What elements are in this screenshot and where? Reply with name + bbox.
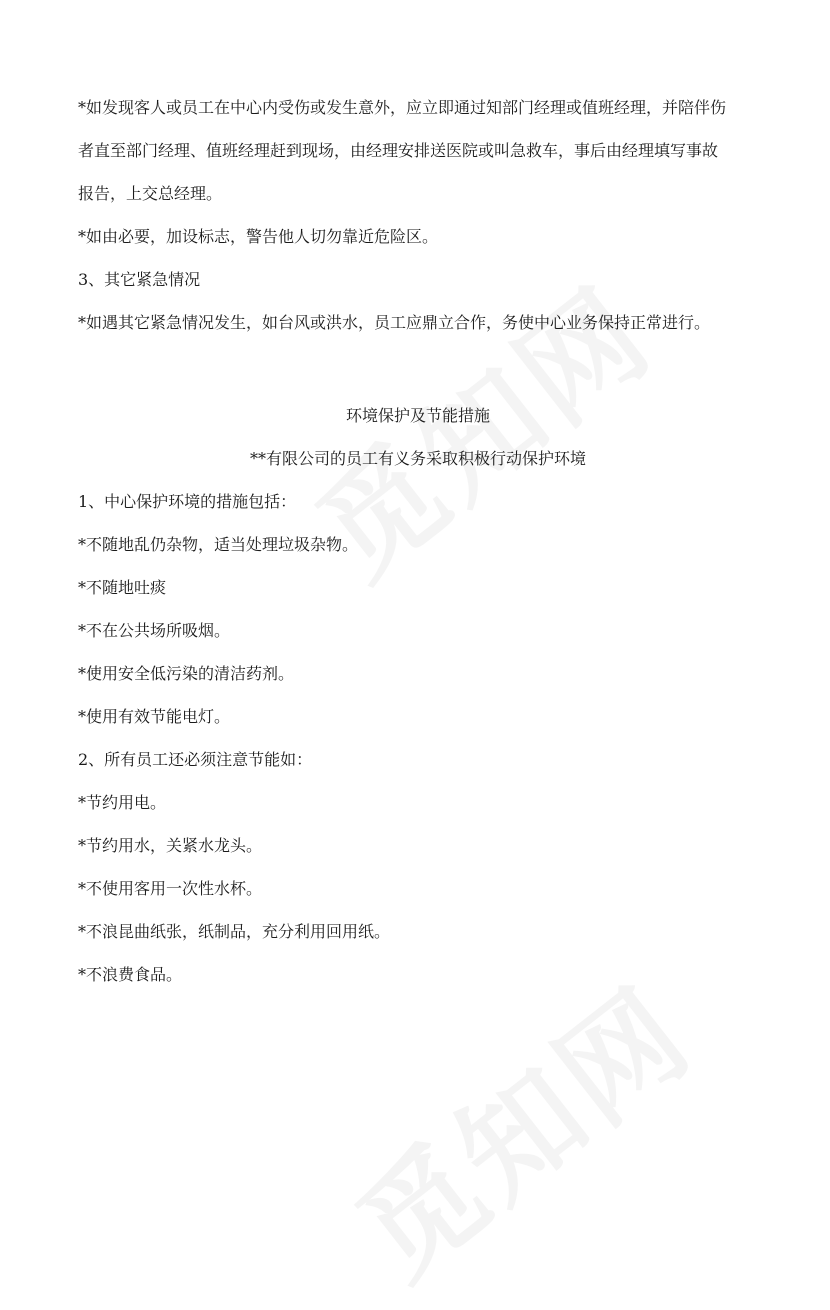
- section-title: 环境保护及节能措施: [345, 406, 490, 425]
- list-item: *节约用水，关紧水龙头。: [78, 836, 263, 855]
- environment-section: [78, 394, 758, 996]
- list-item: *使用安全低污染的清洁药剂。: [78, 664, 295, 683]
- emergency-section: [78, 86, 758, 344]
- paragraph-line: 者直至部门经理、值班经理赶到现场，由经理安排送医院或叫急救车，事后由经理填写事故: [78, 141, 719, 160]
- paragraph-line: *如遇其它紧急情况发生，如台风或洪水，员工应鼎立合作，务使中心业务保持正常进行。: [78, 313, 711, 332]
- list-heading: 2、所有员工还必须注意节能如：: [78, 750, 313, 769]
- list-item: *不在公共场所吸烟。: [78, 621, 231, 640]
- paragraph-line: 报告，上交总经理。: [78, 184, 223, 203]
- paragraph-line: *如发现客人或员工在中心内受伤或发生意外，应立即通过知部门经理或值班经理，并陪伴伤: [78, 98, 727, 117]
- list-item: *使用有效节能电灯。: [78, 707, 231, 726]
- list-item: *不使用客用一次性水杯。: [78, 879, 263, 898]
- list-item: *不浪昆曲纸张，纸制品，充分利用回用纸。: [78, 922, 391, 941]
- list-item: *不随地乱仍杂物，适当处理垃圾杂物。: [78, 535, 359, 554]
- watermark: [317, 942, 721, 1310]
- section-heading: 3、其它紧急情况: [78, 270, 201, 289]
- section-subtitle: **有限公司的员工有义务采取积极行动保护环境: [249, 449, 586, 468]
- paragraph-line: *如由必要，加设标志，警告他人切勿靠近危险区。: [78, 227, 439, 246]
- spacer: [78, 344, 758, 394]
- document-content: [78, 86, 758, 996]
- list-item: *不浪费食品。: [78, 965, 183, 984]
- list-item: *节约用电。: [78, 793, 167, 812]
- list-heading: 1、中心保护环境的措施包括：: [78, 492, 297, 511]
- list-item: *不随地吐痰: [78, 578, 167, 597]
